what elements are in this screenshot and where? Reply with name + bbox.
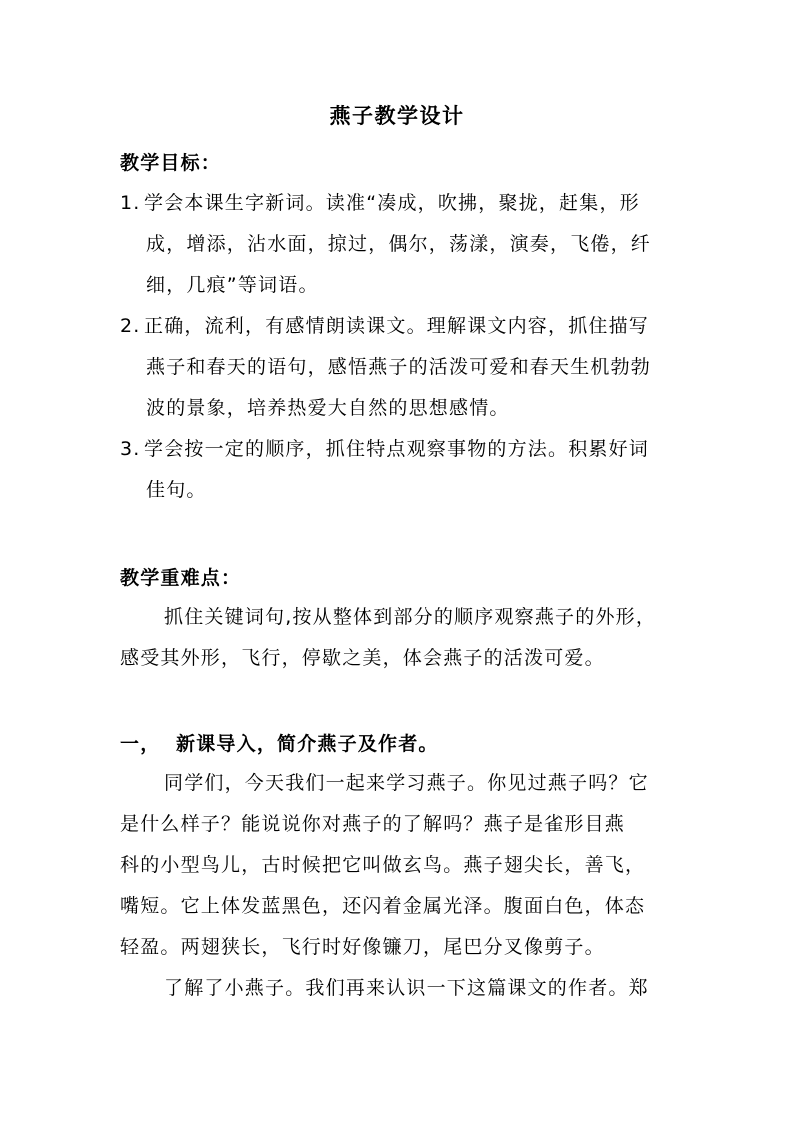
section-one-p1-line-4: 嘴短。它上体发蓝黑色，还闪着金属光泽。腹面白色，体态: [120, 895, 646, 917]
section-one-p2-line-1: 了解了小燕子。我们再来认识一下这篇课文的作者。郑: [164, 977, 649, 999]
key-points-line-1: 抓住关键词句,按从整体到部分的顺序观察燕子的外形，: [164, 606, 657, 628]
objective-2-line-1: [120, 314, 649, 338]
objective-3-number: 3.: [120, 438, 141, 460]
section-one-p1-line-5: 轻盈。两翅狭长，飞行时好像镰刀，尾巴分叉像剪子。: [120, 936, 605, 958]
section-one-p1-line-2: 是什么样子？能说说你对燕子的了解吗？燕子是雀形目燕: [120, 813, 626, 835]
objective-1-number: 1.: [120, 192, 141, 214]
section-one-heading: 一， 新课导入，简介燕子及作者。: [120, 733, 439, 755]
objective-3-text-1: 学会按一定的顺序，抓住特点观察事物的方法。积累好词: [144, 438, 650, 460]
objective-1-line-1: [120, 191, 640, 215]
objective-2-number: 2.: [120, 315, 141, 337]
section-one-p1-line-3: 科的小型鸟儿，古时候把它叫做玄鸟。燕子翅尖长，善飞，: [120, 854, 646, 876]
section-one-p1-line-1: 同学们，今天我们一起来学习燕子。你见过燕子吗？它: [164, 772, 649, 794]
objective-1-line-3: 细，几痕”等词语。: [146, 274, 319, 296]
document-title: 燕子教学设计: [329, 104, 465, 128]
objective-2-text-1: 正确，流利，有感情朗读课文。理解课文内容，抓住描写: [144, 315, 650, 337]
objective-3-line-1: [120, 437, 649, 461]
objective-1-line-2: 成，增添，沾水面，掠过，偶尔，荡漾，演奏，飞倦，纤: [146, 233, 652, 255]
objective-1-text-1: 学会本课生字新词。读准“凑成，吹拂，聚拢，赶集，形: [144, 192, 640, 214]
objective-3-line-2: 佳句。: [146, 479, 207, 501]
key-points-heading: 教学重难点：: [120, 567, 242, 589]
objective-2-line-3: 波的景象，培养热爱大自然的思想感情。: [146, 397, 510, 419]
objectives-heading: 教学目标：: [120, 152, 222, 174]
objective-2-line-2: 燕子和春天的语句，感悟燕子的活泼可爱和春天生机勃勃: [146, 356, 652, 378]
key-points-line-2: 感受其外形，飞行，停歇之美，体会燕子的活泼可爱。: [120, 647, 605, 669]
